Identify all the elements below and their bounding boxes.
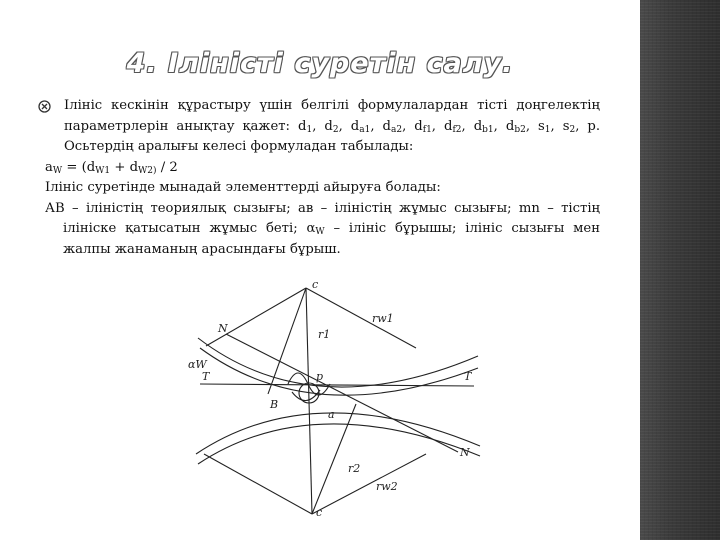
common-tangent xyxy=(200,384,474,386)
label-c-bottom: c xyxy=(316,506,323,519)
label-rw1: rw1 xyxy=(372,312,394,325)
circle-x-bullet-icon xyxy=(38,100,51,113)
radius-line-top-inner xyxy=(268,288,306,394)
label-r1: r1 xyxy=(318,328,331,341)
formula-line: $a_W = (d_{W1} + d_{W2)} / 2$ xyxy=(45,159,178,176)
label-p: р xyxy=(316,370,324,383)
tooth-profile-2 xyxy=(292,390,320,401)
label-alpha-w: αW xyxy=(188,358,207,371)
page-title: 4. Іліністі суретін салу. xyxy=(126,48,514,79)
label-r2: r2 xyxy=(348,462,361,475)
label-n-right: N xyxy=(460,446,470,459)
right-decorative-panel xyxy=(640,0,720,540)
label-rw2: rw2 xyxy=(376,480,398,493)
bullet-paragraph: Ілініс кескінін құрастыру үшін белгілі формулалардан тісті доңгелектің параметрлерін анықтау қажет: $d_1$, $d_2$, $d_{a1}$, $d_{a2}$, $d_{f1}$, $d_{f2}$, $d_{b1}$, $d_{b2}$, $s_1$, $s_2$, р. Осьтердің аралығы келесі формуладан табылады: xyxy=(45,96,600,158)
label-n-left: N xyxy=(218,322,228,335)
elements-heading: Ілініс суретінде мынадай элементтерді айыруға болады: xyxy=(45,180,441,195)
axis-distance-text: Осьтердің аралығы келесі формуладан табылады: xyxy=(64,139,414,154)
label-t-right: T xyxy=(464,370,472,383)
bullet-text: Ілініс кескінін құрастыру үшін белгілі формулалардан тісті доңгелектің параметрлерін анықтау қажет: xyxy=(64,98,600,134)
gear-mesh-diagram xyxy=(188,276,488,524)
label-t-left: T xyxy=(202,370,210,383)
elements-description: АВ – іліністің теориялық сызығы; ав – іліністің жұмыс сызығы; mn – тістің ілініске қатысатын жұмыс беті; $\alpha_W$ – ілініс бұрышы; ілініс сызығы мен жалпы жанаманың арасындағы бұрыш. xyxy=(45,200,600,257)
radius-line-top-left xyxy=(206,288,306,346)
center-line xyxy=(306,288,312,514)
label-a: a xyxy=(328,408,335,421)
radius-line-bottom-left xyxy=(204,454,312,514)
label-c-top: c xyxy=(312,278,319,291)
radius-line-bottom-right xyxy=(312,454,426,514)
slide-body xyxy=(45,96,600,260)
upper-arc-1 xyxy=(198,338,478,387)
label-b: В xyxy=(270,398,279,411)
